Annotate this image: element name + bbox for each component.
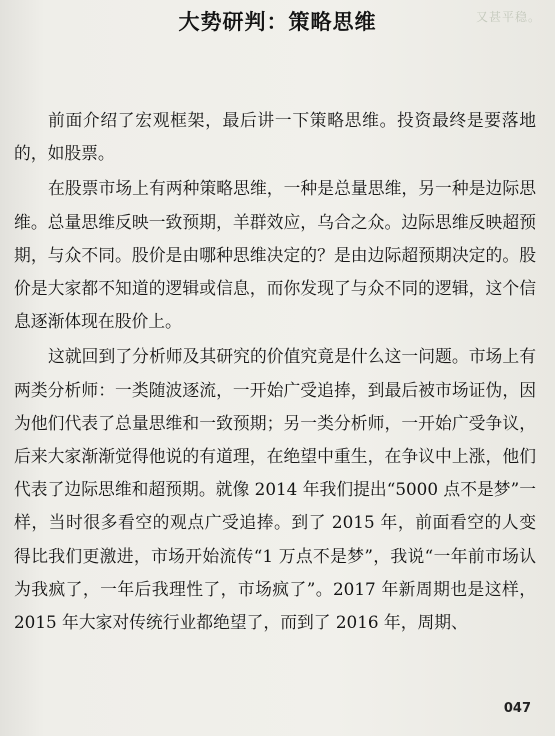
- section-title: 大势研判：策略思维: [178, 9, 377, 34]
- page-number: 047: [503, 701, 531, 716]
- body-text: [14, 104, 536, 639]
- running-head: 又甚平稳。: [475, 10, 541, 24]
- paragraph-3: 这就回到了分析师及其研究的价值究竟是什么这一问题。市场上有两类分析师：一类随波逐流，一开始广受追捧，到最后被市场证伪，因为他们代表了总量思维和一致预期；另一类分析师，一开始广受争议，后来大家渐渐觉得他说的有道理，在绝望中重生，在争议中上涨，他们代表了边际思维和超预期。就像 2014 年我们提出“5000 点不是梦”一样，当时很多看空的观点广受追捧。到了 2015 年，前面看空的人变得比我们更激进，市场开始流传“1 万点不是梦”，我说“一年前市场认为我疯了，一年后我理性了，市场疯了”。2017 年新周期也是这样，2015 年大家对传统行业都绝望了，而到了 2016 年，周期、: [14, 346, 536, 633]
- paragraph-2: 在股票市场上有两种策略思维，一种是总量思维，另一种是边际思维。总量思维反映一致预期，羊群效应，乌合之众。边际思维反映超预期，与众不同。股价是由哪种思维决定的？是由边际超预期决定的。股价是大家都不知道的逻辑或信息，而你发现了与众不同的逻辑，这个信息逐渐体现在股价上。: [14, 178, 536, 332]
- paragraph-1: 前面介绍了宏观框架，最后讲一下策略思维。投资最终是要落地的，如股票。: [14, 110, 536, 164]
